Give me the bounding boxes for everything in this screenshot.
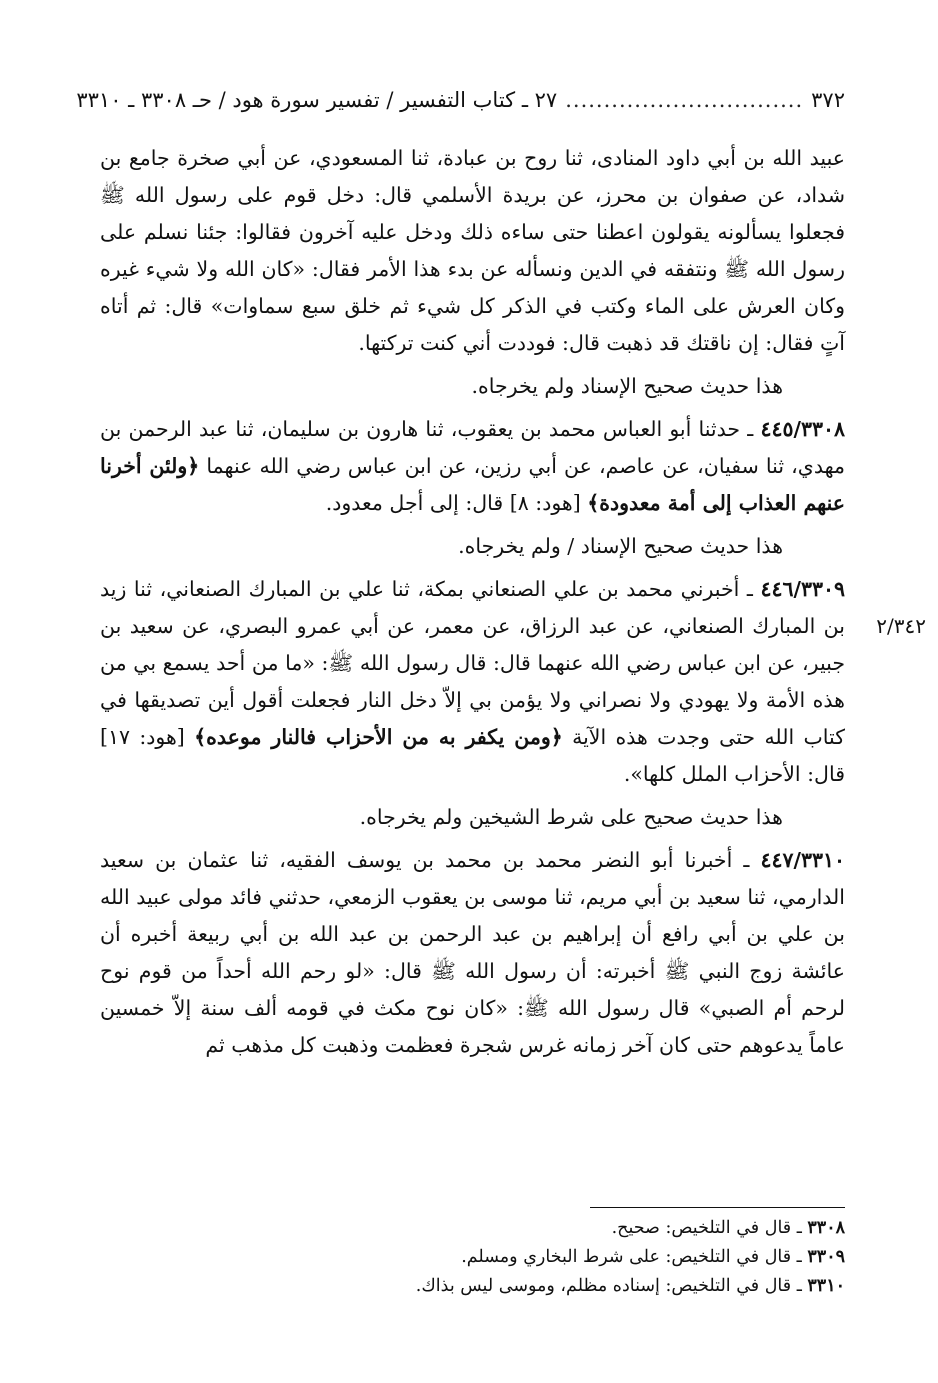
hadith-3309 <box>100 571 845 793</box>
hadith-text: ـ أخبرني محمد بن علي الصنعاني بمكة، ثنا علي بن المبارك الصنعاني، ثنا زيد بن المبارك الصنعاني، عن عبد الرزاق، عن معمر، عن أبي عمرو البصري، عن سعيد بن جبير، عن ابن عباس رضي الله عنهما قال: قال رسول الله ﷺ: «ما من أحد يسمع بي من هذه الأمة ولا يهودي ولا نصراني ولا يؤمن بي إلاّ دخل النار فجعلت أقول أين تصديقها في كتاب الله حتى وجدت هذه الآية <box>100 577 845 749</box>
footnote-separator <box>590 1207 845 1208</box>
hadith-number: ٤٤٥/٣٣٠٨ <box>760 417 845 441</box>
running-title: ٢٧ ـ كتاب التفسير / تفسير سورة هود / حـ ٣٣٠٨ ـ ٣٣١٠ <box>76 88 558 112</box>
running-header <box>76 82 845 118</box>
hadith-text: [هود: ٨] قال: إلى أجل معدود. <box>325 491 588 515</box>
margin-reference: ٢/٣٤٢ <box>876 614 926 638</box>
footnote <box>100 1272 845 1301</box>
quran-verse: ﴿ومن يكفر به من الأحزاب فالنار موعده﴾ <box>194 725 563 749</box>
quran-verse: ﴿ولئن أخرنا عنهم العذاب إلى أمة معدودة﴾ <box>100 454 845 515</box>
footnote-number: ٣٣٠٩ <box>807 1247 845 1267</box>
main-text <box>100 140 845 1064</box>
footnote <box>100 1214 845 1243</box>
footnote-text: ـ قال في التلخيص: صحيح. <box>611 1218 808 1238</box>
hadith-number: ٤٤٧/٣٣١٠ <box>760 848 845 872</box>
hadith-3310 <box>100 842 845 1064</box>
hadith-3308 <box>100 411 845 522</box>
header-leader-dots: ............................... <box>565 88 804 112</box>
hadith-text: ـ حدثنا أبو العباس محمد بن يعقوب، ثنا هارون بن سليمان، ثنا عبد الرحمن بن مهدي، ثنا سفيان، عن عاصم، عن أبي رزين، عن ابن عباس رضي الله عنهما <box>100 417 846 478</box>
footnotes <box>100 1214 845 1301</box>
footnote-text: ـ قال في التلخيص: إسناده مظلم، وموسى ليس بذاك. <box>415 1276 808 1296</box>
page-number: ٣٧٢ <box>811 88 845 112</box>
footnote-number: ٣٣٠٨ <box>807 1218 845 1238</box>
hadith-verdict: هذا حديث صحيح الإسناد / ولم يخرجاه. <box>458 534 783 558</box>
hadith-verdict: هذا حديث صحيح الإسناد ولم يخرجاه. <box>471 374 783 398</box>
footnote-number: ٣٣١٠ <box>807 1276 845 1296</box>
footnote-text: ـ قال في التلخيص: على شرط البخاري ومسلم. <box>461 1247 808 1267</box>
hadith-text: ـ أخبرنا أبو النضر محمد بن محمد بن يوسف الفقيه، ثنا عثمان بن سعيد الدارمي، ثنا سعيد بن أبي مريم، ثنا موسى بن يعقوب الزمعي، حدثني فائد مولى عبيد الله بن علي بن أبي رافع أن إبراهيم بن عبد الرحمن بن عبد الله بن أبي ربيعة أخبره أن عائشة زوج النبي ﷺ أخبرته: أن رسول الله ﷺ قال: «لو رحم الله أحداً من قوم نوح لرحم أم الصبي» قال رسول الله ﷺ: «كان نوح مكث في قومه ألف سنة إلاّ خمسين عاماً يدعوهم حتى كان آخر زمانه غرس شجرة فعظمت وذهبت كل مذهب ثم <box>100 848 845 1057</box>
hadith-text: [هود: ١٧] قال: الأحزاب الملل كلها». <box>100 725 845 786</box>
paragraph-continuation: عبيد الله بن أبي داود المنادى، ثنا روح بن عبادة، ثنا المسعودي، عن أبي صخرة جامع بن شداد، عن صفوان بن محرز، عن بريدة الأسلمي قال: دخل قوم على رسول الله ﷺ فجعلوا يسألونه يقولون اعطنا حتى ساءه ذلك ودخل عليه آخرون فقالوا: جئنا نسلم على رسول الله ﷺ ونتفقه في الدين ونسأله عن بدء هذا الأمر فقال: «كان الله ولا شيء غيره وكان العرش على الماء وكتب في الذكر كل شيء ثم خلق سبع سماوات» قال: ثم أتاه آتٍ فقال: إن ناقتك قد ذهبت قال: فوددت أني كنت تركتها. <box>100 146 845 355</box>
hadith-verdict: هذا حديث صحيح على شرط الشيخين ولم يخرجاه. <box>359 805 783 829</box>
hadith-number: ٤٤٦/٣٣٠٩ <box>760 577 845 601</box>
footnote <box>100 1243 845 1272</box>
